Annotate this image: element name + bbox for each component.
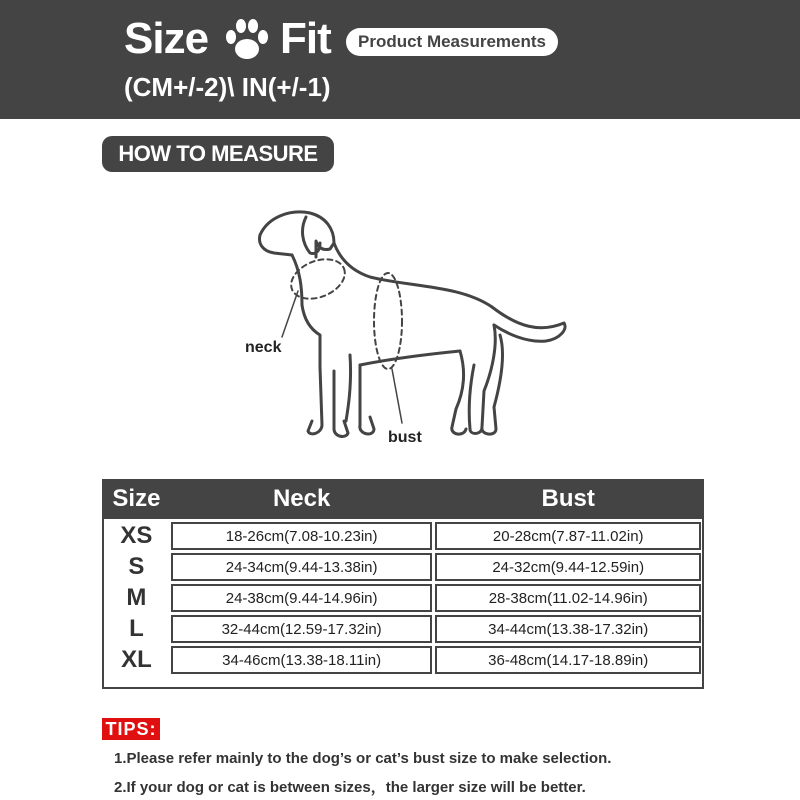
size-cell: M [104,583,170,614]
table-header-row [104,479,703,521]
unit-tolerance-subtitle: (CM+/-2)\ IN(+/-1) [124,72,331,102]
bust-cell: 34-44cm(13.38-17.32in) [434,614,703,645]
size-cell: XS [104,521,170,552]
header-neck: Neck [169,479,434,521]
table-row [104,614,703,645]
paw-icon [222,18,272,64]
neck-label: neck [245,339,282,356]
header-bust: Bust [434,479,703,521]
table-row [104,645,703,676]
title-size: Size [124,14,209,63]
table-row [104,521,703,552]
bust-cell: 20-28cm(7.87-11.02in) [434,521,703,552]
title-fit: Fit [280,14,331,63]
size-cell: S [104,552,170,583]
tip-item: 2.If your dog or cat is between sizes，the larger size will be better. [114,779,586,796]
size-chart-table [102,479,704,677]
bust-label: bust [388,429,422,446]
header-banner [0,0,800,119]
neck-cell: 24-34cm(9.44-13.38in) [169,552,434,583]
neck-cell: 18-26cm(7.08-10.23in) [169,521,434,552]
neck-cell: 24-38cm(9.44-14.96in) [169,583,434,614]
bust-cell: 36-48cm(14.17-18.89in) [434,645,703,676]
table-row [104,583,703,614]
size-cell: L [104,614,170,645]
neck-cell: 32-44cm(12.59-17.32in) [169,614,434,645]
product-measurements-badge: Product Measurements [346,28,558,56]
neck-cell: 34-46cm(13.38-18.11in) [169,645,434,676]
how-to-measure-heading: HOW TO MEASURE [102,136,334,172]
dog-measurement-diagram [230,195,590,455]
bust-cell: 24-32cm(9.44-12.59in) [434,552,703,583]
header-size: Size [104,479,170,521]
size-cell: XL [104,645,170,676]
bust-cell: 28-38cm(11.02-14.96in) [434,583,703,614]
table-row [104,552,703,583]
tips-badge: TIPS: [102,718,160,740]
tip-item: 1.Please refer mainly to the dog’s or cat’s bust size to make selection. [114,750,612,767]
